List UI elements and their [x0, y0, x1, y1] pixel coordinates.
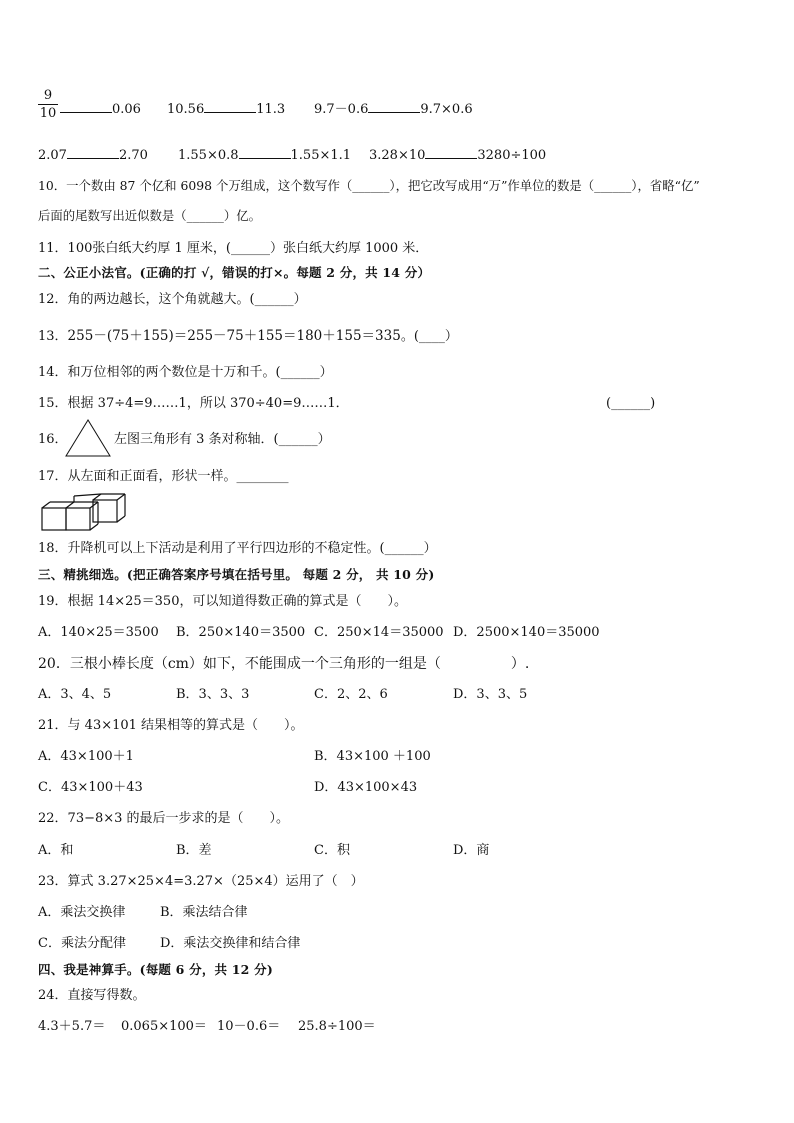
question-11: 11．100张白纸大约厚 1 厘米，(______）张白纸大约厚 1000 米．: [38, 241, 429, 256]
question-18: 18．升降机可以上下活动是利用了平行四边形的不稳定性。(______）: [38, 541, 437, 556]
q24-item-3: 10－0.6＝: [217, 1019, 281, 1034]
section-2-heading: 二、公正小法官。(正确的打 √，错误的打×。每题 2 分，共 14 分）: [38, 265, 431, 280]
fraction-numerator: 9: [43, 88, 53, 103]
section-4-heading: 四、我是神算手。(每题 6 分，共 12 分): [38, 962, 273, 977]
answer-blank[interactable]: [67, 146, 119, 159]
q24-item-1: 4.3＋5.7＝: [38, 1019, 106, 1034]
question-23: 23．算式 3.27×25×4=3.27×（25×4）运用了（ ）: [38, 874, 364, 889]
q9-row1-c: 9.7－0.6 9.7×0.6: [314, 102, 473, 117]
q9-row1-b: 10.56 11.3: [167, 102, 286, 117]
q19-option-a[interactable]: A．140×25＝3500: [38, 625, 159, 640]
answer-blank[interactable]: [368, 100, 420, 113]
answer-blank[interactable]: [239, 146, 291, 159]
q24-item-4: 25.8÷100＝: [298, 1019, 376, 1034]
fraction-nine-tenths: [38, 88, 58, 121]
q9-row2-b: 1.55×0.8 1.55×1.1: [178, 148, 352, 163]
question-10-line2: 后面的尾数写出近似数是（______）亿。: [38, 208, 262, 223]
question-14: 14．和万位相邻的两个数位是十万和千。(______）: [38, 365, 333, 380]
q21-option-a[interactable]: A．43×100＋1: [38, 749, 134, 764]
q19-option-c[interactable]: C．250×14＝35000: [314, 625, 444, 640]
q21-option-c[interactable]: C．43×100＋43: [38, 780, 143, 795]
question-17: 17．从左面和正面看，形状一样。________: [38, 469, 289, 484]
q21-option-d[interactable]: D．43×100×43: [314, 780, 418, 795]
cube-stack-figure: [40, 492, 126, 532]
q19-option-b[interactable]: B．250×140＝3500: [176, 625, 306, 640]
q19-option-d[interactable]: D．2500×140＝35000: [453, 625, 600, 640]
q22-option-a[interactable]: A．和: [38, 843, 74, 858]
q23-option-b[interactable]: B．乘法结合律: [160, 905, 248, 920]
question-19: 19．根据 14×25＝350，可以知道得数正确的算式是（ ）。: [38, 594, 407, 609]
question-15: 15．根据 37÷4=9……1，所以 370÷40=9……1．: [38, 396, 349, 411]
q21-option-b[interactable]: B．43×100 ＋100: [314, 749, 431, 764]
question-16-number: 16．: [38, 432, 68, 447]
q20-option-b[interactable]: B．3、3、3: [176, 687, 250, 702]
q20-option-c[interactable]: C．2、2、6: [314, 687, 388, 702]
question-20: 20．三根小棒长度（cm）如下，不能围成一个三角形的一组是（ ）.: [38, 656, 530, 672]
question-22: 22．73−8×3 的最后一步求的是（ ）。: [38, 811, 290, 826]
q22-option-c[interactable]: C．积: [314, 843, 350, 858]
question-10-line1: 10．一个数由 87 个亿和 6098 个万组成，这个数写作（______），把它改写成用“万”作单位的数是（______），省略“亿”: [38, 178, 700, 193]
q9-row1-a: 0.06: [60, 100, 141, 118]
q23-option-d[interactable]: D．乘法交换律和结合律: [160, 936, 301, 951]
answer-blank[interactable]: [425, 146, 477, 159]
answer-blank[interactable]: [204, 100, 256, 113]
q20-option-a[interactable]: A．3、4、5: [38, 687, 112, 702]
q23-option-c[interactable]: C．乘法分配律: [38, 936, 126, 951]
section-3-heading: 三、精挑细选。(把正确答案序号填在括号里。 每题 2 分， 共 10 分): [38, 567, 435, 582]
q20-option-d[interactable]: D．3、3、5: [453, 687, 528, 702]
q24-item-2: 0.065×100＝: [121, 1019, 207, 1034]
answer-blank[interactable]: [60, 100, 112, 113]
q13-expression: 255－(75＋155)＝255－75＋155＝180＋155＝335: [67, 328, 401, 344]
question-24: 24．直接写得数。: [38, 988, 146, 1003]
q23-option-a[interactable]: A．乘法交换律: [38, 905, 126, 920]
q9-row2-c: 3.28×10 3280÷100: [369, 148, 547, 163]
q9-row2-a: 2.07 2.70: [38, 148, 148, 163]
q22-option-d[interactable]: D．商: [453, 843, 490, 858]
fraction-denominator: 10: [39, 106, 57, 121]
triangle-figure: [64, 418, 112, 458]
question-21: 21．与 43×101 结果相等的算式是（ ）。: [38, 718, 304, 733]
q22-option-b[interactable]: B．差: [176, 843, 212, 858]
q15-answer-paren[interactable]: (______): [606, 396, 656, 411]
question-16-text: 左图三角形有 3 条对称轴．(______）: [114, 432, 331, 447]
question-12: 12．角的两边越长，这个角就越大。(______）: [38, 292, 307, 307]
question-13: 13．255－(75＋155)＝255－75＋155＝180＋155＝335。(____）: [38, 328, 458, 344]
